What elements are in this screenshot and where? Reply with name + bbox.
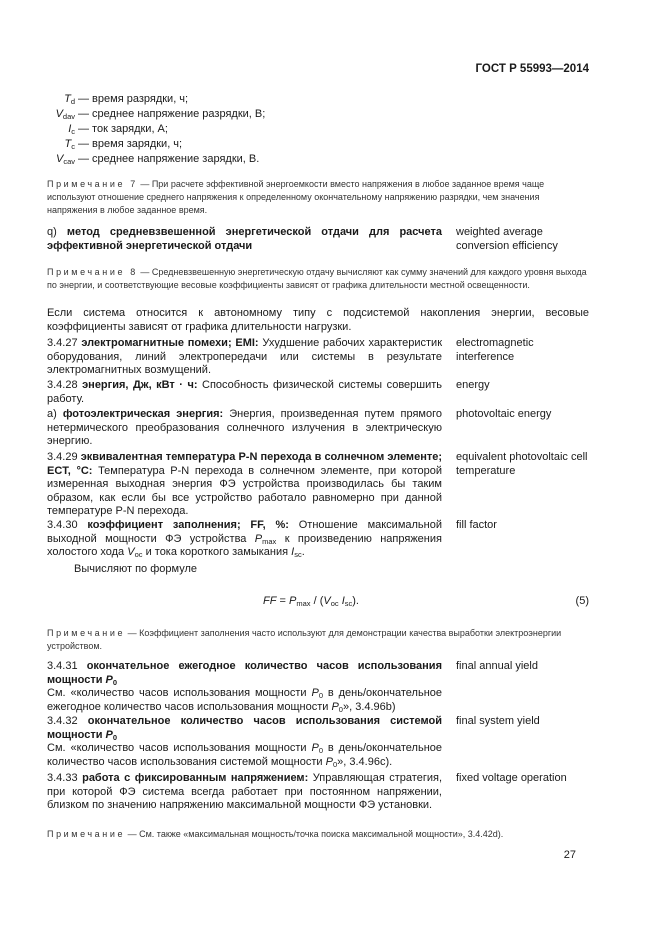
note-7: Примечание 7 — При расчете эффективной энергоемкости вместо напряжения в любое заданное время чаще используют отношение среднего напряжения к определенному окончательному напряжению разрядки, чем значения напряжения в любое заданное время.: [47, 179, 545, 215]
note-last: Примечание — См. также «максимальная мощность/точка поиска максимальной мощности», 3.4.42d).: [47, 829, 504, 839]
page-number: 27: [563, 849, 576, 861]
page-header: ГОСТ Р 55993—2014: [475, 63, 589, 75]
symbol-row: $I_c$ — ток зарядки, А;: [68, 123, 168, 136]
term-3-4-33: 3.4.33 работа с фиксированным напряжением: Управляющая стратегия, при которой ФЭ система всегда работает при постоянном напряжении, близком по значению напряжению максимальной мощности ФЭ установки. fixed voltage operation: [47, 772, 567, 811]
term-a: а) фотоэлектрическая энергия: Энергия, произведенная путем прямого нетермического преобразования солнечного излучения в электрическую энергию. photovoltaic energy: [47, 408, 552, 447]
term-3-4-32: 3.4.32 окончательное количество часов использования системой мощности $P_0$ См. «количество часов использования мощности $P_0$ в день/окончательное количество часов использования системой мощности $P_0$», 3.4.96c). final system yield: [47, 715, 540, 769]
symbol-row: $T_c$ — время зарядки, ч;: [64, 138, 183, 151]
symbol-row: $T_d$ — время разрядки, ч;: [64, 93, 189, 106]
term-q: q) метод средневзвешенной энергетической отдачи для расчета эффективной энергетической отдачи weighted average conversion efficiency: [47, 226, 558, 252]
paragraph-autonomous: Если система относится к автономному типу с подсистемой накопления энергии, весовые коэффициенты зависят от графика длительности нагрузки.: [47, 307, 589, 333]
term-3-4-29: 3.4.29 эквивалентная температура P-N перехода в солнечном элементе; ECT, °C: Температура P-N перехода в солнечном элементе, при которой измеренная выходная энергия ФЭ устройства производилась бы таким образом, как если бы все устройство работало равномерно при данной температуре P-N перехода. equivalent photovoltaic cell temperature: [47, 451, 588, 517]
formula-number: (5): [575, 595, 589, 607]
term-3-4-28: 3.4.28 энергия, Дж, кВт · ч: Способность физической системы совершить работу. energy: [47, 379, 490, 405]
note-8: Примечание 8 — Средневзвешенную энергетическую отдачу вычисляют как сумму значений для каждого уровня выхода по энергии, и соответствующие весовые коэффициенты зависят от графика длительности местной освещенности.: [47, 267, 587, 290]
note-fill-factor: Примечание — Коэффициент заполнения часто используют для демонстрации качества выработки электроэнергии устройством.: [47, 628, 562, 651]
formula-intro: Вычисляют по формуле: [74, 563, 197, 575]
term-3-4-27: 3.4.27 электромагнитные помехи; EMI: Ухудшение рабочих характеристик оборудования, линий электропередачи или системы в результате электромагнитных возмущений. electromagnetic interference: [47, 337, 534, 376]
term-3-4-30: 3.4.30 коэффициент заполнения; FF, %: Отношение максимальной выходной мощности ФЭ устройства $P_{max}$ к произведению напряжения холостого хода $V_{oc}$ и тока короткого замыкания $I_{sc}$. fill factor: [47, 519, 497, 559]
term-3-4-31: 3.4.31 окончательное ежегодное количество часов использования мощности $P_0$ См. «количество часов использования мощности $P_0$ в день/окончательное ежегодное количество часов использования мощности $P_0$», 3.4.96b) final annual yield: [47, 660, 538, 714]
symbol-list: [47, 92, 589, 167]
symbol-row: $V_{dav}$ — среднее напряжение разрядки, В;: [55, 108, 266, 121]
symbol-row: $V_{cav}$ — среднее напряжение зарядки, В.: [55, 153, 260, 166]
